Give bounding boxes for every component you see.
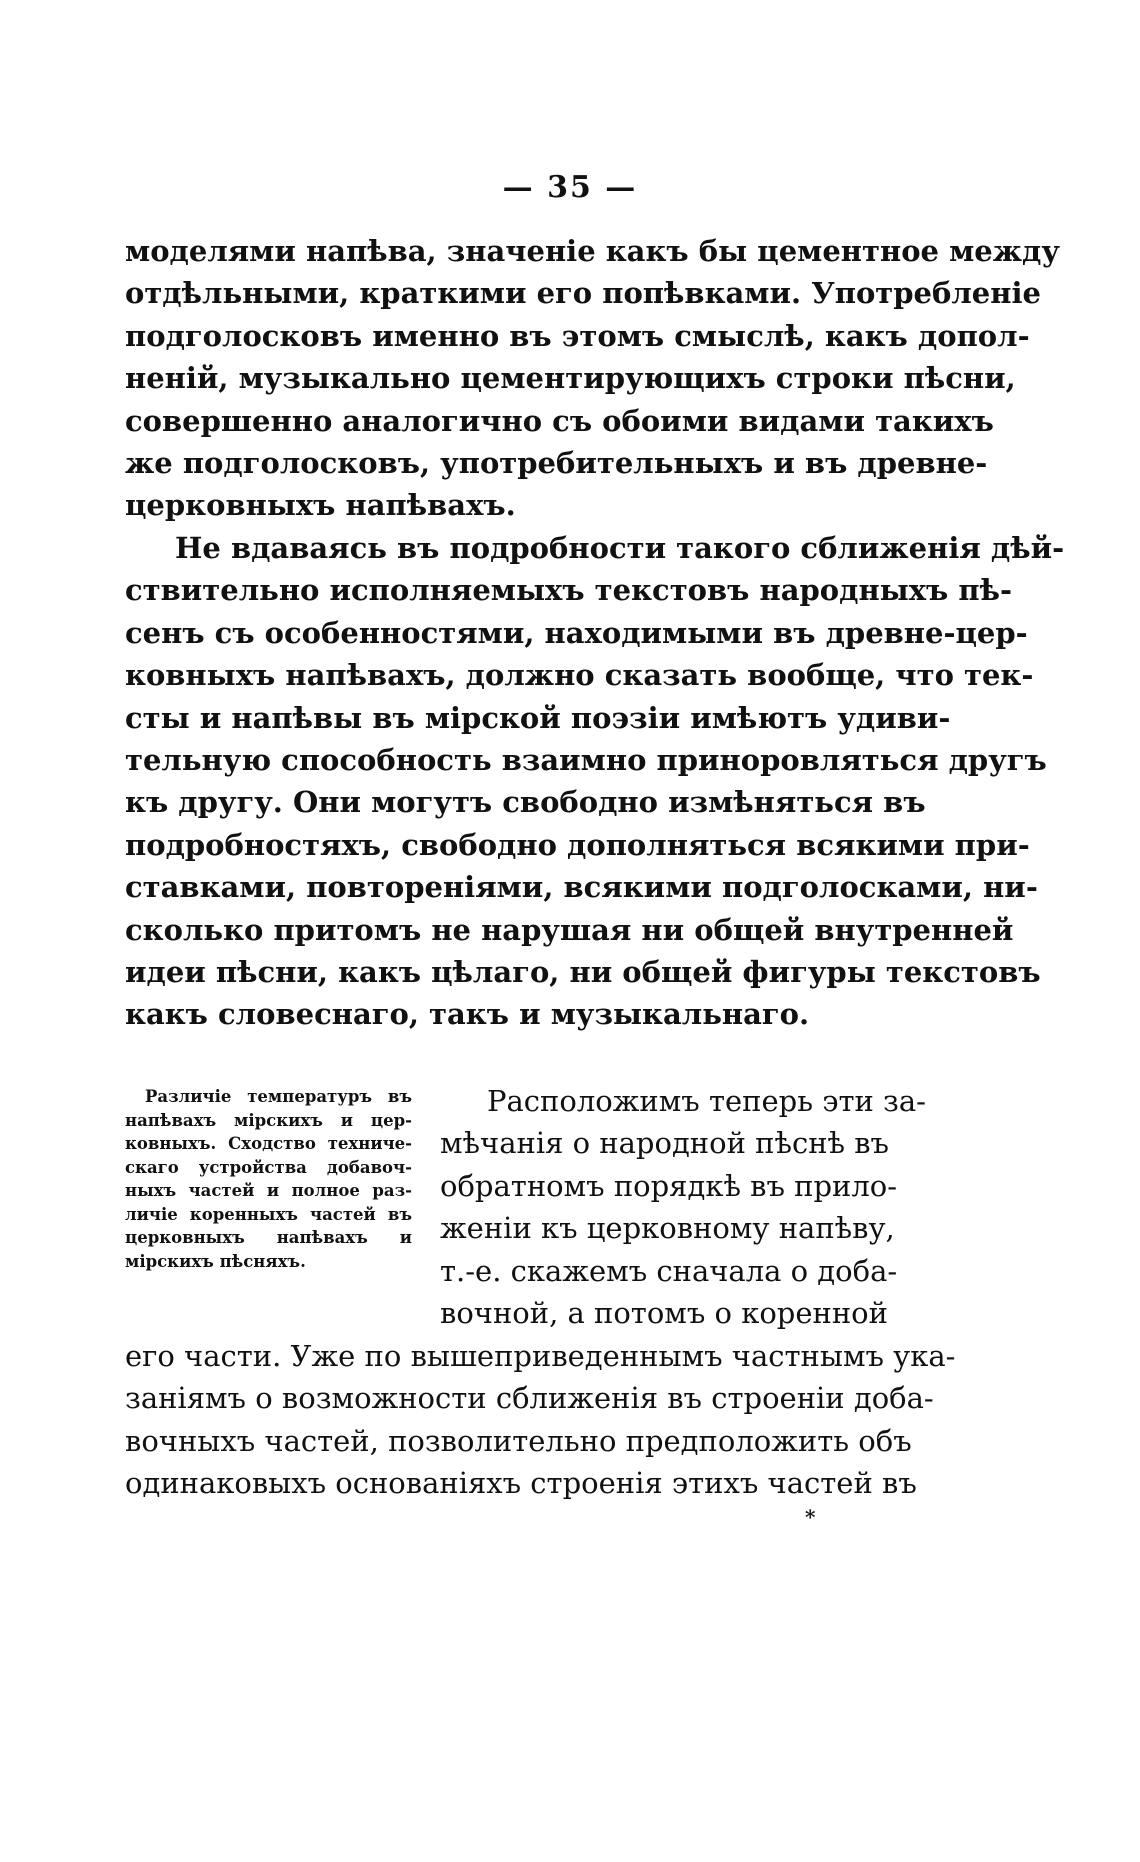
paragraph-2 [125, 527, 1065, 1036]
margin-note-line: напѣвахъ мірскихъ и цер- [125, 1110, 412, 1130]
text-line: отдѣльными, краткими его попѣвками. Употребленіе [125, 276, 1041, 311]
footer-mark: * [805, 1505, 816, 1529]
text-line: заніямъ о возможности сближенія въ строеніи доба- [125, 1381, 934, 1416]
text-line: т.-е. скажемъ сначала о доба- [440, 1253, 898, 1288]
text-line: женіи къ церковному напѣву, [440, 1211, 895, 1246]
paragraph-3-beside-note [440, 1080, 926, 1334]
text-line: ствительно исполняемыхъ текстовъ народныхъ пѣ- [125, 573, 1013, 608]
text-line: сколько притомъ не нарушая ни общей внутренней [125, 912, 1014, 947]
text-line: идеи пѣсни, какъ цѣлаго, ни общей фигуры текстовъ [125, 954, 1041, 989]
text-line: моделями напѣва, значеніе какъ бы цементное между [125, 234, 1060, 268]
text-line: неній, музыкально цементирующихъ строки пѣсни, [125, 361, 1016, 396]
text-line: церковныхъ напѣвахъ. [125, 488, 516, 523]
page-number: — 35 — [502, 170, 638, 205]
text-line: же подголосковъ, употребительныхъ и въ древне- [125, 445, 988, 480]
text-line: вочной, а потомъ о коренной [440, 1295, 888, 1330]
text-line: ставками, повтореніями, всякими подголосками, ни- [125, 870, 1038, 905]
paragraph-1 [125, 230, 1060, 527]
margin-note-line: церковныхъ напѣвахъ и [125, 1228, 412, 1247]
text-line: тельную способность взаимно приноровляться другъ [125, 742, 1047, 777]
margin-note [125, 1085, 412, 1273]
margin-note-line: скаго устройства добавоч- [125, 1157, 412, 1177]
margin-note-line: личіе коренныхъ частей въ [125, 1204, 412, 1224]
text-line: Не вдаваясь въ подробности такого сближенія дѣй- [175, 531, 1065, 565]
margin-note-line: мірскихъ пѣсняхъ. [125, 1251, 306, 1271]
text-line: подробностяхъ, свободно дополняться всякими при- [125, 827, 1030, 862]
paragraph-3-full-width [125, 1335, 956, 1505]
margin-note-line: ныхъ частей и полное раз- [125, 1181, 412, 1200]
text-line: къ другу. Они могутъ свободно измѣняться въ [125, 785, 926, 820]
text-line: обратномъ порядкѣ въ прило- [440, 1168, 898, 1203]
margin-note-line: Различіе температуръ въ [145, 1087, 412, 1106]
text-line: его части. Уже по вышеприведеннымъ частнымъ ука- [125, 1339, 956, 1373]
text-line: подголосковъ именно въ этомъ смыслѣ, какъ допол- [125, 318, 1030, 353]
text-line: одинаковыхъ основаніяхъ строенія этихъ частей въ [125, 1466, 917, 1501]
text-line: ковныхъ напѣвахъ, должно сказать вообще, что тек- [125, 658, 1034, 693]
text-line: сты и напѣвы въ мірской поэзіи имѣютъ удиви- [125, 700, 951, 735]
text-line: Расположимъ теперь эти за- [487, 1084, 926, 1118]
margin-note-line: ковныхъ. Сходство техниче- [125, 1134, 412, 1153]
text-line: сенъ съ особенностями, находимыми въ древне-цер- [125, 615, 1028, 650]
text-line: совершенно аналогично съ обоими видами такихъ [125, 403, 994, 438]
text-line: мѣчанія о народной пѣснѣ въ [440, 1126, 890, 1161]
text-line: какъ словеснаго, такъ и музыкальнаго. [125, 997, 810, 1032]
text-line: вочныхъ частей, позволительно предположить объ [125, 1423, 912, 1458]
